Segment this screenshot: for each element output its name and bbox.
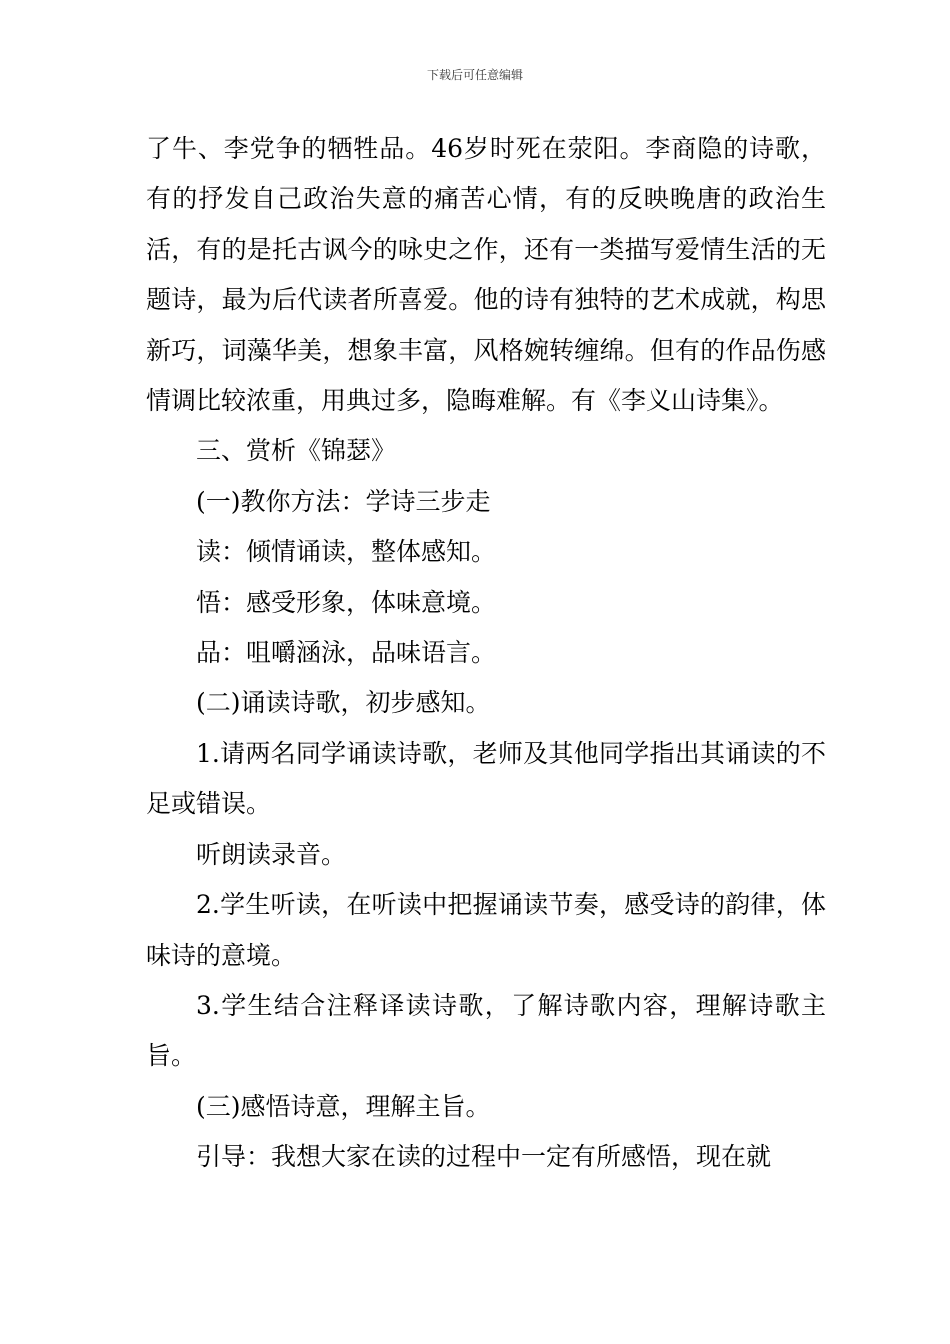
paragraph-li-shangyin-bio: 了牛、李党争的牺牲品。46岁时死在荥阳。李商隐的诗歌，有的抒发自己政治失意的痛苦心情，有的反映晚唐的政治生活，有的是托古讽今的咏史之作，还有一类描写爱情生活的无题诗，最为后代读者所喜爱。他的诗有独特的艺术成就，构思新巧，词藻华美，想象丰富，风格婉转缠绵。但有的作品伤感情调比较浓重，用典过多，隐晦难解。有《李义山诗集》。 <box>146 134 826 416</box>
subheading-recite: (二)诵读诗歌，初步感知。 <box>196 688 491 718</box>
document-body <box>146 124 826 1183</box>
listen-recording: 听朗读录音。 <box>196 839 347 869</box>
step-perceive: 悟：感受形象，体味意境。 <box>196 587 497 617</box>
page-header: 下载后可任意编辑 <box>426 68 523 82</box>
list-item-2: 2.学生听读，在听读中把握诵读节奏，感受诗的韵律，体味诗的意境。 <box>146 890 826 970</box>
list-item-1: 1.请两名同学诵读诗歌，老师及其他同学指出其诵读的不足或错误。 <box>146 738 826 819</box>
subheading-method: (一)教你方法：学诗三步走 <box>196 486 491 516</box>
subheading-understand: (三)感悟诗意，理解主旨。 <box>196 1091 491 1121</box>
section-heading-jinse: 三、赏析《锦瑟》 <box>196 436 397 466</box>
step-read: 读：倾情诵读，整体感知。 <box>196 537 497 567</box>
step-savor: 品：咀嚼涵泳，品味语言。 <box>196 638 497 668</box>
guidance-paragraph: 引导：我想大家在读的过程中一定有所感悟，现在就 <box>196 1142 772 1172</box>
list-item-3: 3.学生结合注释译读诗歌，了解诗歌内容，理解诗歌主旨。 <box>146 990 826 1071</box>
